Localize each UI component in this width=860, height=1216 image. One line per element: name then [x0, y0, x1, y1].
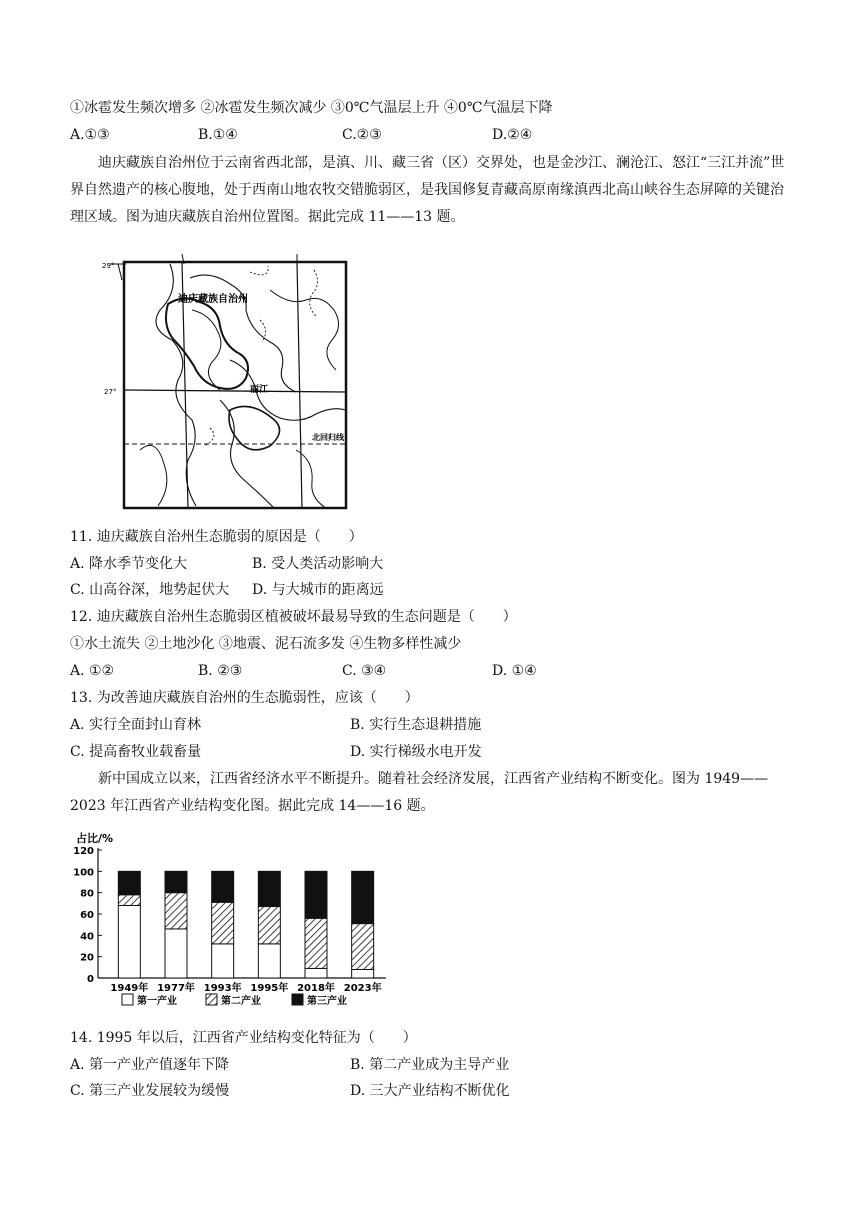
intro-paragraph-jiangxi: 新中国成立以来，江西省经济水平不断提升。随着社会经济发展，江西省产业结构不断变化。图为 1949——2023 年江西省产业结构变化图。据此完成 14——16 题。 [70, 771, 769, 814]
map-lat-label-top: 29° [102, 262, 115, 270]
q12-option-b[interactable]: B. ②③ [198, 663, 243, 679]
chart-y-tick-label: 20 [80, 952, 94, 964]
chart-x-tick-label: 1993年 [203, 983, 242, 994]
intro-paragraph-diqing: 迪庆藏族自治州位于云南省西北部，是滇、川、藏三省（区）交界处，也是金沙江、澜沧江、怒江“三江并流”世界自然遗产的核心腹地，处于西南山地农牧交错脆弱区，是我国修复青藏高原南缘滇西北高山峡谷生态屏障的关键治理区域。图为迪庆藏族自治州位置图。据此完成 11——13 题。 [70, 155, 785, 225]
q10-option-b[interactable]: B.①④ [198, 127, 238, 143]
q12-option-c[interactable]: C. ③④ [342, 663, 387, 679]
chart-legend-label: 第二产业 [221, 996, 261, 1007]
chart-bar-segment [305, 871, 327, 918]
map-lat-label-mid: 27° [104, 388, 117, 396]
chart-legend-swatch [292, 994, 303, 1005]
q10-statements: ①冰雹发生频次增多 ②冰雹发生频次减少 ③0℃气温层上升 ④0℃气温层下降 [70, 100, 553, 116]
chart-legend-swatch [122, 994, 133, 1005]
q11-option-b[interactable]: B. 受人类活动影响大 [252, 556, 384, 572]
chart-bar-segment [212, 902, 234, 944]
chart-bar-segment [212, 944, 234, 978]
q12-option-a[interactable]: A. ①② [70, 663, 115, 679]
chart-legend-swatch [206, 994, 217, 1005]
q14-option-d[interactable]: D. 三大产业结构不断优化 [350, 1083, 510, 1099]
diqing-location-map [100, 250, 360, 512]
chart-y-tick-label: 60 [80, 910, 94, 921]
map-tropic-label: 北回归线 [312, 433, 344, 442]
chart-bar-segment [352, 871, 374, 923]
chart-legend-label: 第一产业 [137, 996, 177, 1007]
chart-bar-segment [165, 893, 187, 929]
chart-ylabel: 占比/% [76, 832, 114, 845]
chart-x-tick-label: 1949年 [110, 983, 149, 994]
q11-option-d[interactable]: D. 与大城市的距离远 [252, 582, 384, 598]
q13-stem: 13. 为改善迪庆藏族自治州的生态脆弱性，应该（ ） [70, 690, 419, 706]
q14-option-a[interactable]: A. 第一产业产值逐年下降 [70, 1057, 230, 1073]
q10-option-d[interactable]: D.②④ [492, 127, 533, 143]
q13-option-d[interactable]: D. 实行梯级水电开发 [350, 744, 482, 760]
q12-statements: ①水土流失 ②土地沙化 ③地震、泥石流多发 ④生物多样性减少 [70, 636, 462, 652]
q10-option-a[interactable]: A.①③ [70, 127, 110, 143]
chart-bar-segment [352, 924, 374, 970]
chart-bar-segment [258, 944, 280, 978]
chart-bar-segment [118, 895, 140, 906]
chart-y-tick-label: 80 [80, 888, 94, 900]
q13-option-c[interactable]: C. 提高畜牧业载畜量 [70, 744, 202, 760]
q11-option-a[interactable]: A. 降水季节变化大 [70, 556, 188, 572]
chart-bar-segment [212, 871, 234, 902]
map-city-label: 丽江 [250, 385, 269, 395]
chart-bar-segment [258, 907, 280, 944]
chart-bar-segment [305, 918, 327, 968]
chart-bar-segment [118, 871, 140, 894]
chart-legend-label: 第三产业 [307, 996, 347, 1007]
chart-bar-segment [352, 969, 374, 978]
q11-option-c[interactable]: C. 山高谷深，地势起伏大 [70, 582, 230, 598]
q12-stem: 12. 迪庆藏族自治州生态脆弱区植被破坏最易导致的生态问题是（ ） [70, 609, 517, 625]
chart-y-tick-label: 40 [80, 931, 94, 943]
chart-x-tick-label: 1995年 [250, 983, 289, 994]
q11-stem: 11. 迪庆藏族自治州生态脆弱的原因是（ ） [70, 529, 363, 545]
q12-option-d[interactable]: D. ①④ [492, 663, 537, 679]
chart-x-tick-label: 2023年 [343, 983, 382, 994]
map-region-label: 迪庆藏族自治州 [178, 294, 248, 305]
chart-bar-segment [118, 905, 140, 978]
chart-x-tick-label: 1977年 [157, 983, 195, 994]
chart-bar-segment [258, 871, 280, 906]
chart-bar-segment [165, 929, 187, 978]
q14-option-b[interactable]: B. 第二产业成为主导产业 [350, 1057, 510, 1073]
chart-x-tick-label: 2018年 [297, 983, 335, 994]
q14-stem: 14. 1995 年以后，江西省产业结构变化特征为（ ） [70, 1030, 417, 1046]
chart-y-tick-label: 0 [87, 974, 94, 985]
q14-option-c[interactable]: C. 第三产业发展较为缓慢 [70, 1083, 230, 1099]
q13-option-a[interactable]: A. 实行全面封山育林 [70, 717, 202, 733]
industry-structure-chart [68, 826, 398, 1016]
chart-bar-segment [165, 871, 187, 892]
chart-y-tick-label: 120 [73, 846, 94, 857]
q10-option-c[interactable]: C.②③ [342, 127, 382, 143]
q13-option-b[interactable]: B. 实行生态退耕措施 [350, 717, 482, 733]
chart-y-tick-label: 100 [73, 867, 94, 879]
chart-bar-segment [305, 968, 327, 978]
